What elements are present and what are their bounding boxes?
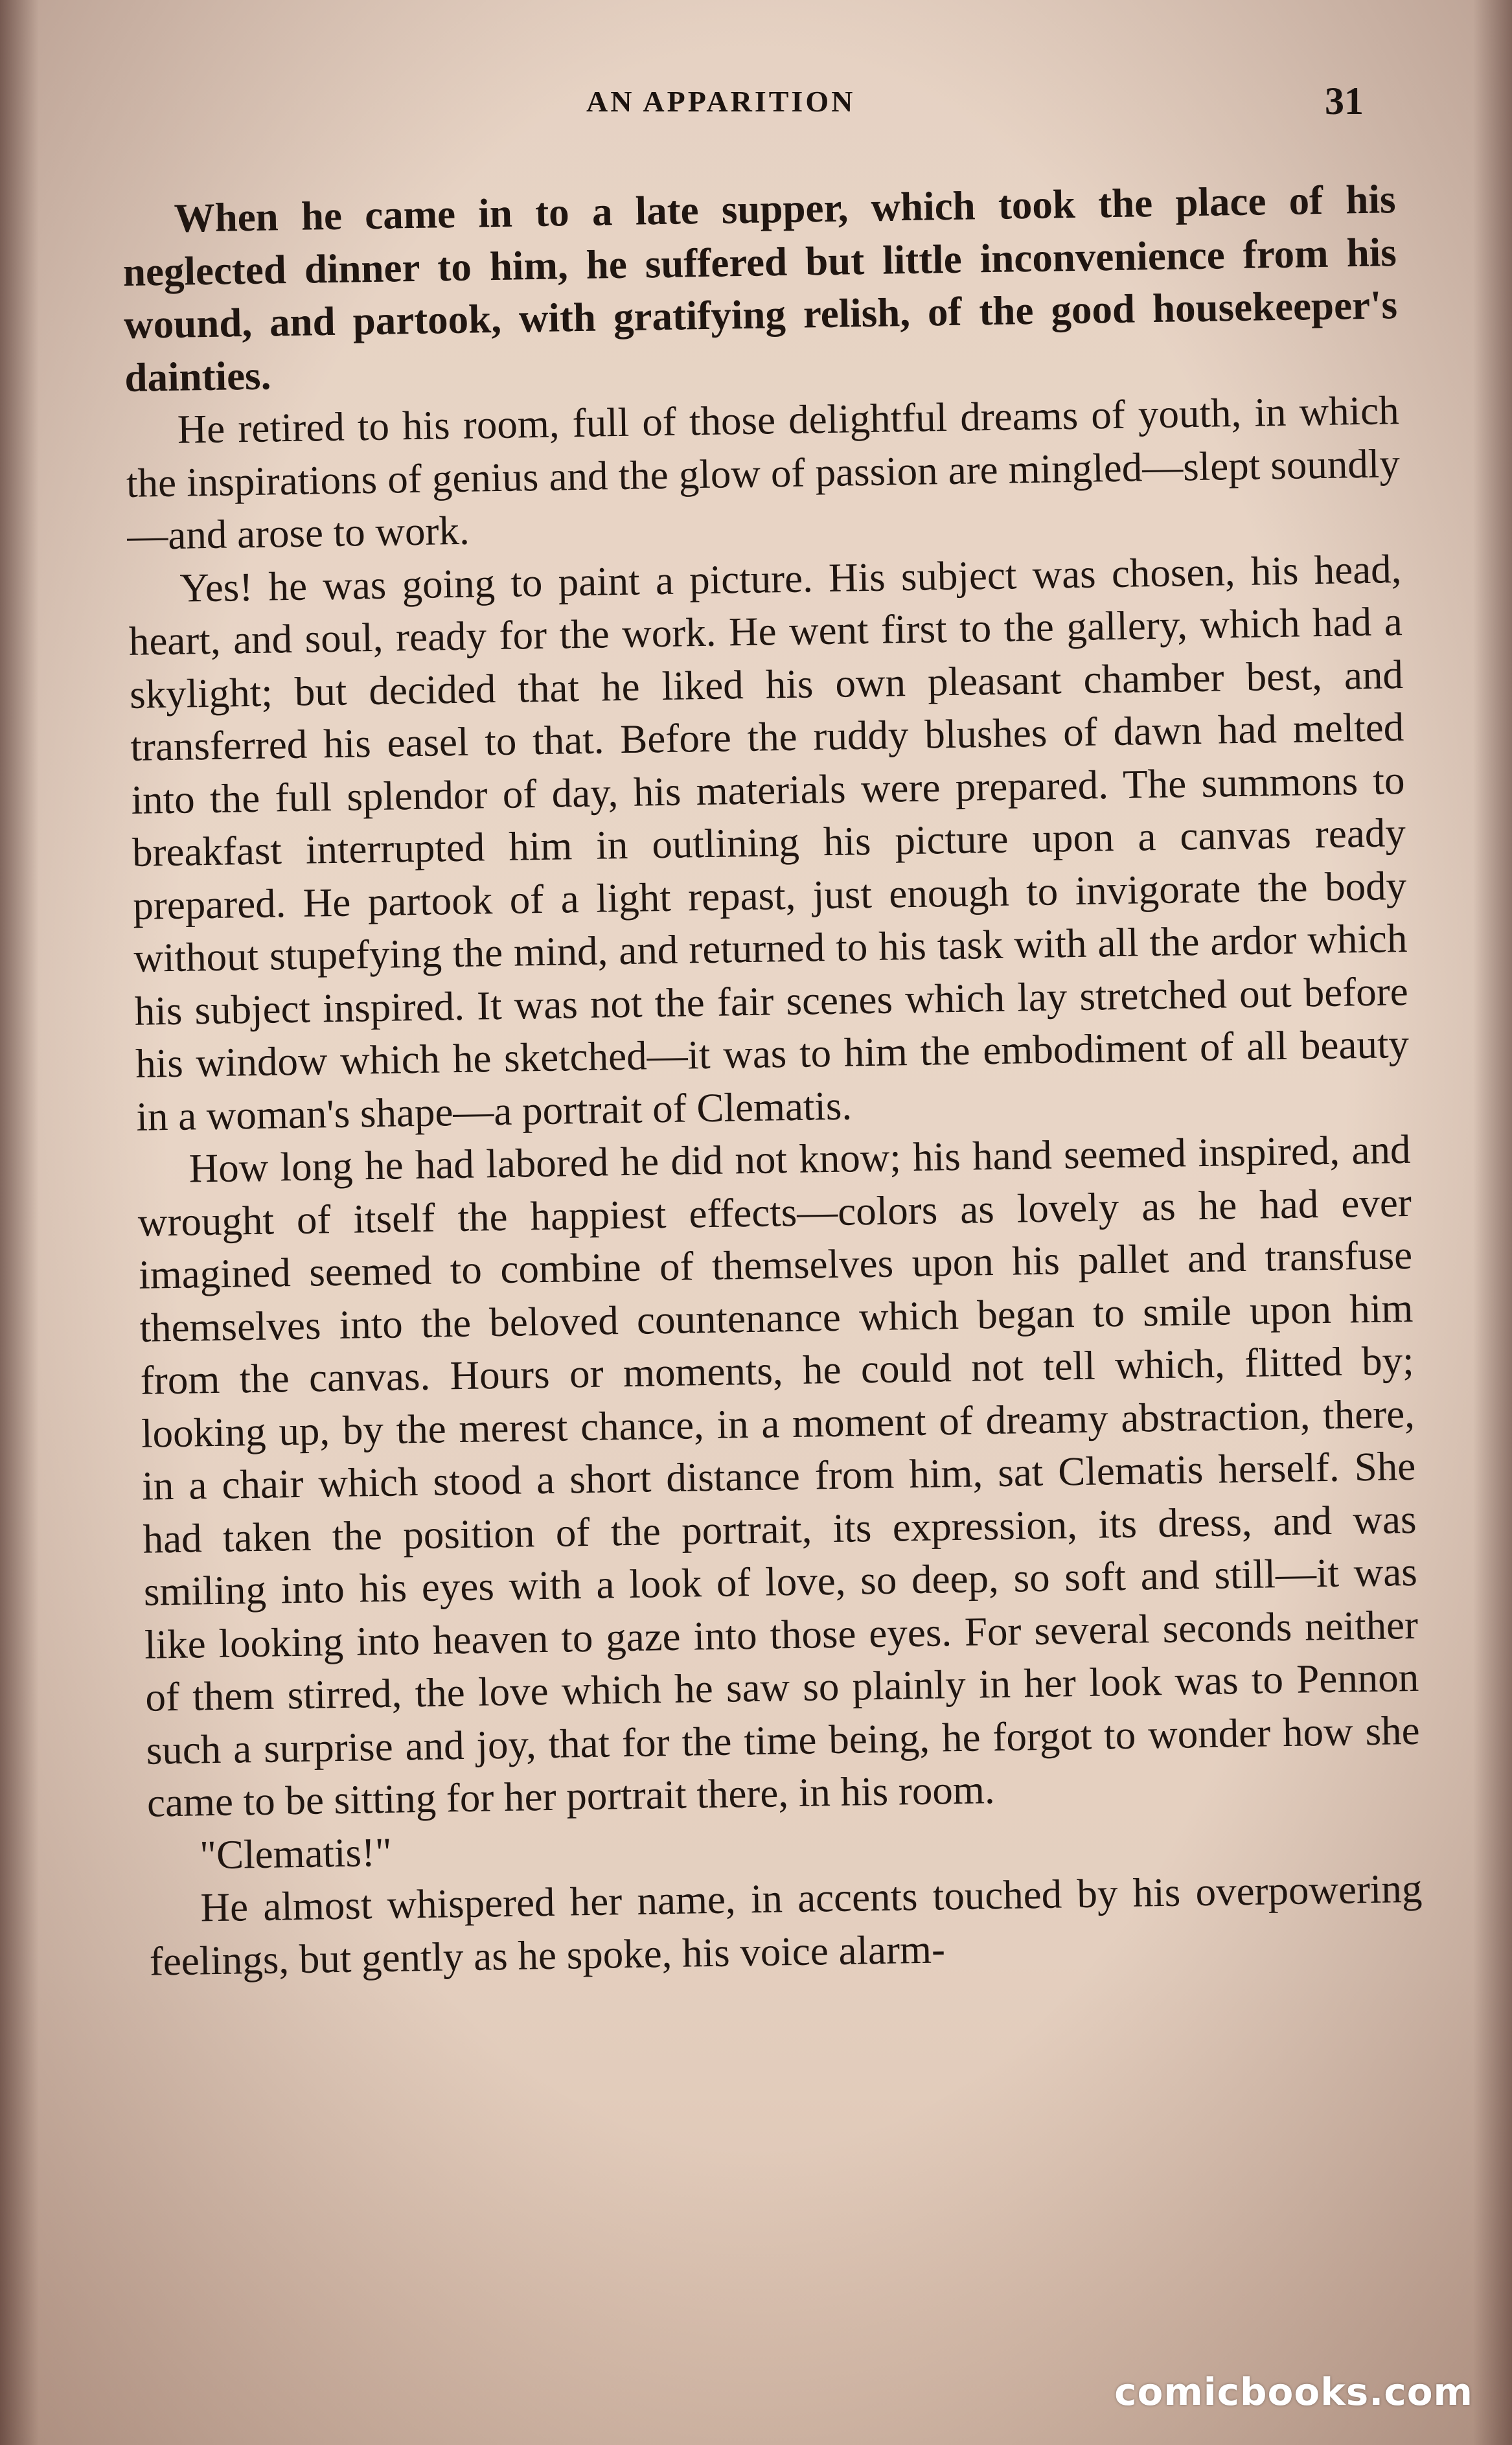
running-head xyxy=(0,80,1512,136)
paragraph: He retired to his room, full of those delightful dreams of youth, in which the inspirations of genius and the glow of passion are mingled—slept soundly—and arose to work. xyxy=(126,387,1401,558)
paragraph: How long he had labored he did not know; his hand seemed inspired, and wrought of itself the happiest effects—colors as lovely as he had ever imagined seemed to combine of themselves upon his pallet and transfuse themselves into the beloved countenance which began to smile upon him from the canvas. Hours or moments, he could not tell which, flitted by; looking up, by the merest chance, in a moment of dreamy abstraction, there, in a chair which stood a short distance from him, sat Clematis herself. She had taken the position of the portrait, its expression, its dress, and was smiling into his eyes with a look of love, so deep, so soft and still—it was like looking into heaven to gaze into those eyes. For several seconds neither of them stirred, the love which he saw so plainly in her look was to Pennon such a surprise and joy, that for the time being, he forgot to wonder how she came to be sitting for her portrait there, in his room. xyxy=(137,1126,1421,1826)
paragraph: He almost whispered her name, in accents touched by his overpowering feelings, but gently as he spoke, his voice alarm- xyxy=(149,1865,1423,1984)
page-edge-shadow-right xyxy=(1473,0,1512,2445)
paragraph: "Clematis!" xyxy=(199,1829,393,1877)
body-text xyxy=(122,173,1423,1988)
page-number: 31 xyxy=(1325,80,1364,122)
paragraph: Yes! he was going to paint a picture. His subject was chosen, his head, heart, and soul, ready for the work. He went first to the gallery, which had a skylight; but decided that he liked his own pleasant chamber best, and transferred his easel to that. Before the ruddy blushes of dawn had melted into the full splendor of day, his materials were prepared. The summons to breakfast interrupted him in outlining his picture upon a canvas ready prepared. He partook of a light repast, just enough to invigorate the body without stupefying the mind, and returned to his task with all the ardor which his subject inspired. It was not the fair scenes which lay stretched out before his window which he sketched—it was to him the embodiment of all beauty in a woman's shape—a portrait of Clematis. xyxy=(128,545,1410,1140)
running-head-title: AN APPARITION xyxy=(586,85,856,118)
paragraph: When he came in to a late supper, which took the place of his neglected dinner to him, he suffered but little inconvenience from his wound, and partook, with gratifying relish, of the good housekeeper's dainties. xyxy=(122,176,1398,400)
watermark: comicbooks.com xyxy=(1114,2370,1473,2414)
page-edge-shadow-left xyxy=(0,0,39,2445)
